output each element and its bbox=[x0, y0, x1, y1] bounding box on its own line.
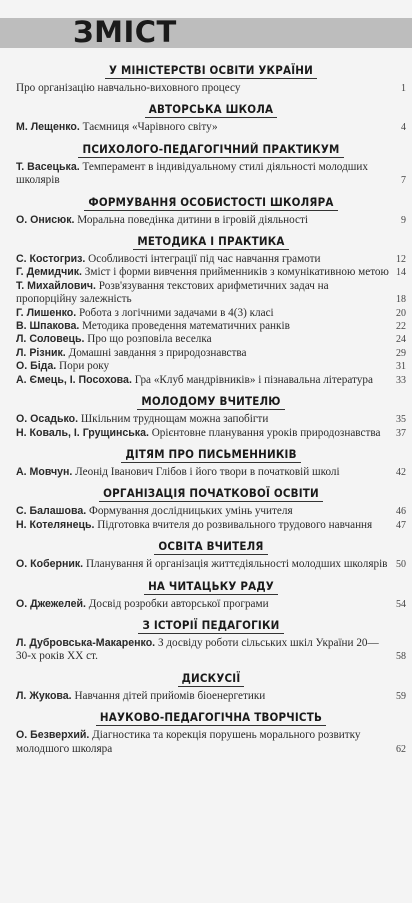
entry-page-number: 1 bbox=[401, 83, 406, 94]
section-heading bbox=[16, 141, 406, 161]
entry-title: Леонід Іванович Глібов і його твори в початковій школі bbox=[75, 465, 340, 478]
section-heading-text: ДІТЯМ ПРО ПИСЬМЕННИКІВ bbox=[121, 448, 300, 463]
section-heading-text: ФОРМУВАННЯ ОСОБИСТОСТІ ШКОЛЯРА bbox=[84, 196, 337, 211]
section-heading-text: ОСВІТА ВЧИТЕЛЯ bbox=[154, 540, 267, 555]
entry-title: Підготовка вчителя до розвивального трудового навчання bbox=[97, 518, 373, 531]
entry-page-number: 62 bbox=[396, 743, 406, 755]
entry-title: Домашні завдання з природознавства bbox=[68, 346, 247, 359]
toc-entry[interactable] bbox=[16, 82, 406, 95]
entry-author: В. Шпакова. bbox=[16, 320, 80, 333]
section-heading-text: ПСИХОЛОГО-ПЕДАГОГІЧНИЙ ПРАКТИКУМ bbox=[78, 143, 343, 158]
entry-page-number: 18 bbox=[396, 294, 406, 306]
section-heading-text: НАУКОВО-ПЕДАГОГІЧНА ТВОРЧІСТЬ bbox=[96, 711, 326, 726]
entry-page-number: 7 bbox=[401, 175, 406, 187]
entry-author: Л. Жукова. bbox=[16, 689, 72, 702]
entry-page-number: 50 bbox=[396, 559, 406, 571]
toc-entry[interactable] bbox=[16, 333, 406, 346]
section-heading-text: З ІСТОРІЇ ПЕДАГОГІКИ bbox=[138, 619, 283, 634]
entry-page-number: 9 bbox=[401, 214, 406, 226]
section-heading-text: МЕТОДИКА І ПРАКТИКА bbox=[133, 235, 288, 250]
section-heading bbox=[16, 62, 406, 82]
entry-title: Зміст і форми вивчення прийменників з комунікативною метою bbox=[84, 266, 389, 279]
toc-section bbox=[16, 101, 406, 134]
entry-page-number: 29 bbox=[396, 347, 406, 359]
toc-section bbox=[16, 670, 406, 703]
entry-author: Л. Дубровська-Макаренко. bbox=[16, 636, 156, 649]
entry-author: О. Джежелей. bbox=[16, 597, 86, 610]
entry-author: Т. Васецька. bbox=[16, 160, 80, 173]
entry-author: Г. Демидчик. bbox=[16, 266, 82, 279]
entry-title: Особливості інтеграції під час навчання грамоти bbox=[88, 253, 321, 266]
toc-entry[interactable] bbox=[16, 214, 406, 227]
entry-title: Навчання дітей прийомів біоенергетики bbox=[74, 689, 266, 702]
toc-entry[interactable] bbox=[16, 374, 406, 387]
entry-page-number: 54 bbox=[396, 598, 406, 610]
toc-entry[interactable] bbox=[16, 266, 406, 279]
toc-entry[interactable] bbox=[16, 347, 406, 360]
entry-author: Н. Коваль, І. Грущинська. bbox=[16, 426, 149, 439]
entry-author: Л. Соловець. bbox=[16, 333, 85, 346]
table-of-contents bbox=[16, 62, 406, 762]
entry-page-number: 20 bbox=[396, 307, 406, 319]
entry-page-number: 46 bbox=[396, 506, 406, 518]
entry-title: Про організацію навчально-виховного процесу bbox=[16, 82, 241, 94]
toc-entry[interactable] bbox=[16, 161, 406, 188]
entry-title: Формування дослідницьких умінь учителя bbox=[88, 505, 293, 518]
toc-entry[interactable] bbox=[16, 121, 406, 134]
entry-title: Орієнтовне планування уроків природознавства bbox=[151, 426, 381, 439]
toc-section bbox=[16, 485, 406, 532]
entry-page-number: 31 bbox=[396, 361, 406, 373]
entry-page-number: 33 bbox=[396, 374, 406, 386]
entry-title: Шкільним труднощам можна запобігти bbox=[80, 413, 269, 426]
toc-entry[interactable] bbox=[16, 558, 406, 571]
toc-entry[interactable] bbox=[16, 598, 406, 611]
entry-page-number: 58 bbox=[396, 651, 406, 663]
toc-section bbox=[16, 578, 406, 611]
toc-section bbox=[16, 446, 406, 479]
entry-page-number: 4 bbox=[401, 122, 406, 134]
entry-author: О. Біда. bbox=[16, 360, 57, 373]
section-heading-text: ОРГАНІЗАЦІЯ ПОЧАТКОВОЇ ОСВІТИ bbox=[99, 487, 323, 502]
toc-section bbox=[16, 709, 406, 756]
entry-page-number: 37 bbox=[396, 427, 406, 439]
toc-section bbox=[16, 393, 406, 440]
toc-entry[interactable] bbox=[16, 729, 406, 756]
toc-section bbox=[16, 233, 406, 387]
entry-author: Н. Котелянець. bbox=[16, 518, 95, 531]
entry-title: Темперамент в індивідуальному стилі діяльності молодших школярів bbox=[16, 160, 368, 187]
entry-author: О. Осадько. bbox=[16, 413, 79, 426]
entry-author: О. Коберник. bbox=[16, 558, 84, 571]
section-heading-text: МОЛОДОМУ ВЧИТЕЛЮ bbox=[137, 395, 284, 410]
entry-author: А. Мовчун. bbox=[16, 465, 73, 478]
section-heading bbox=[16, 194, 406, 214]
section-heading bbox=[16, 446, 406, 466]
section-heading-text: АВТОРСЬКА ШКОЛА bbox=[145, 103, 278, 118]
toc-entry[interactable] bbox=[16, 427, 406, 440]
section-heading-text: У МІНІСТЕРСТВІ ОСВІТИ УКРАЇНИ bbox=[105, 64, 317, 79]
section-heading bbox=[16, 233, 406, 253]
toc-section bbox=[16, 194, 406, 227]
entry-page-number: 47 bbox=[396, 519, 406, 531]
toc-entry[interactable] bbox=[16, 413, 406, 426]
entry-page-number: 24 bbox=[396, 334, 406, 346]
entry-page-number: 35 bbox=[396, 414, 406, 426]
entry-title: Робота з логічними задачами в 4(3) класі bbox=[79, 306, 274, 319]
section-heading bbox=[16, 670, 406, 690]
toc-entry[interactable] bbox=[16, 360, 406, 373]
entry-title: Пори року bbox=[59, 360, 110, 373]
title-banner bbox=[0, 18, 412, 48]
entry-title: Розв'язування текстових арифметичних задач на пропорційну залежність bbox=[16, 279, 329, 306]
entry-title: З досвіду роботи сільських шкіл України 20—30-х років XX ст. bbox=[16, 636, 379, 663]
entry-page-number: 22 bbox=[396, 321, 406, 333]
section-heading bbox=[16, 101, 406, 121]
toc-section bbox=[16, 538, 406, 571]
entry-title: Методика проведення математичних ранків bbox=[82, 320, 290, 333]
entry-author: Г. Лишенко. bbox=[16, 306, 77, 319]
entry-author: О. Онисюк. bbox=[16, 213, 75, 226]
entry-title: Гра «Клуб мандрівників» і пізнавальна література bbox=[134, 373, 373, 386]
section-heading bbox=[16, 617, 406, 637]
toc-entry[interactable] bbox=[16, 320, 406, 333]
entry-author: Л. Різник. bbox=[16, 346, 66, 359]
toc-entry[interactable] bbox=[16, 505, 406, 518]
page-title: ЗМІСТ bbox=[73, 15, 177, 49]
entry-page-number: 14 bbox=[396, 267, 406, 279]
entry-title: Моральна поведінка дитини в ігровій діяльності bbox=[77, 213, 308, 226]
entry-author: Т. Михайлович. bbox=[16, 279, 96, 292]
entry-title: Діагностика та корекція порушень морального розвитку молодшого школяра bbox=[16, 729, 361, 755]
section-heading-text: НА ЧИТАЦЬКУ РАДУ bbox=[144, 580, 278, 595]
entry-title: Таємниця «Чарівного світу» bbox=[82, 121, 218, 134]
entry-page-number: 59 bbox=[396, 690, 406, 702]
toc-section bbox=[16, 141, 406, 188]
entry-page-number: 12 bbox=[396, 254, 406, 266]
toc-entry[interactable] bbox=[16, 637, 406, 664]
toc-entry[interactable] bbox=[16, 519, 406, 532]
entry-title: Планування й організація життєдіяльності молодших школярів bbox=[85, 558, 388, 571]
section-heading bbox=[16, 709, 406, 729]
section-heading bbox=[16, 485, 406, 505]
entry-page-number: 42 bbox=[396, 466, 406, 478]
entry-author: М. Лещенко. bbox=[16, 121, 80, 134]
toc-entry[interactable] bbox=[16, 280, 406, 307]
toc-entry[interactable] bbox=[16, 690, 406, 703]
entry-author: А. Ємець, І. Посохова. bbox=[16, 373, 132, 386]
toc-entry[interactable] bbox=[16, 466, 406, 479]
section-heading-text: ДИСКУСІЇ bbox=[178, 672, 245, 687]
entry-title: Про що розповіла веселка bbox=[87, 333, 212, 346]
toc-entry[interactable] bbox=[16, 253, 406, 266]
entry-author: С. Костогриз. bbox=[16, 253, 86, 266]
toc-section bbox=[16, 62, 406, 95]
section-heading bbox=[16, 393, 406, 413]
toc-section bbox=[16, 617, 406, 664]
entry-author: С. Балашова. bbox=[16, 505, 87, 518]
entry-author: О. Безверхий. bbox=[16, 729, 90, 742]
section-heading bbox=[16, 538, 406, 558]
entry-title: Досвід розробки авторської програми bbox=[88, 597, 269, 610]
toc-entry[interactable] bbox=[16, 307, 406, 320]
section-heading bbox=[16, 578, 406, 598]
